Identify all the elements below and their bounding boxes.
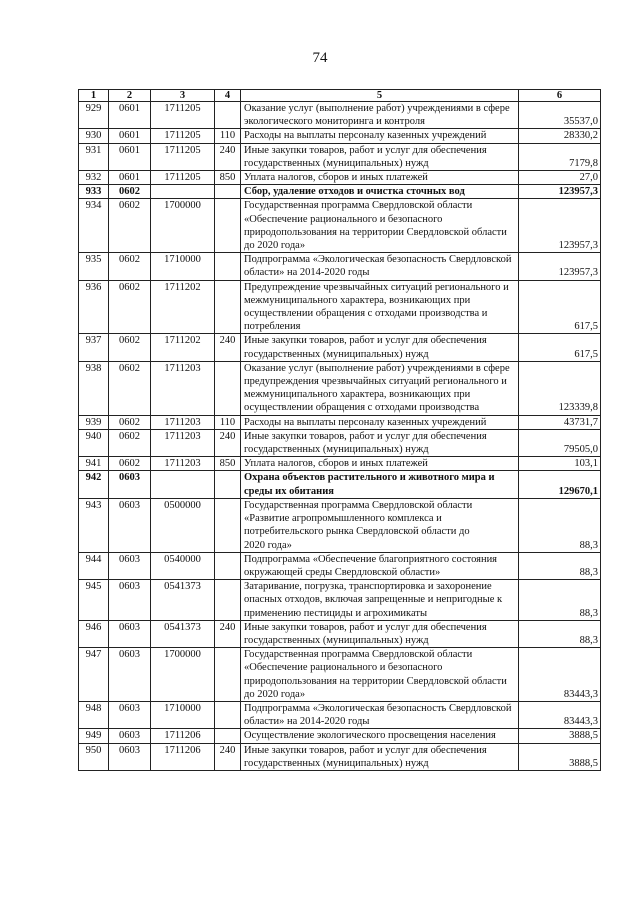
description-line: Сбор, удаление отходов и очистка сточных вод bbox=[244, 186, 465, 198]
description-line: Иные закупки товаров, работ и услуг для обеспечения bbox=[244, 744, 487, 756]
table-row bbox=[79, 102, 601, 129]
row-number-cell: 929 bbox=[79, 102, 109, 129]
row-number-cell: 931 bbox=[79, 143, 109, 170]
description-cell bbox=[241, 415, 519, 429]
amount-cell: 35537,0 bbox=[519, 102, 601, 129]
description-cell bbox=[241, 171, 519, 185]
expense-type-cell: 240 bbox=[215, 143, 241, 170]
table-row bbox=[79, 334, 601, 361]
amount-cell: 88,3 bbox=[519, 580, 601, 621]
expense-type-cell bbox=[215, 199, 241, 253]
table-row bbox=[79, 143, 601, 170]
table-row bbox=[79, 280, 601, 334]
amount-cell: 123957,3 bbox=[519, 253, 601, 280]
description-cell bbox=[241, 102, 519, 129]
row-number-cell: 941 bbox=[79, 457, 109, 471]
section-code-cell: 0603 bbox=[109, 648, 151, 702]
target-code-cell bbox=[151, 471, 215, 498]
column-header: 1 bbox=[79, 90, 109, 102]
description-cell bbox=[241, 361, 519, 415]
expense-type-cell bbox=[215, 580, 241, 621]
expense-type-cell: 850 bbox=[215, 171, 241, 185]
description-cell bbox=[241, 253, 519, 280]
section-code-cell: 0603 bbox=[109, 620, 151, 647]
description-line: Расходы на выплаты персоналу казенных учреждений bbox=[244, 416, 487, 428]
table-row bbox=[79, 498, 601, 552]
amount-cell: 79505,0 bbox=[519, 429, 601, 456]
table-row bbox=[79, 253, 601, 280]
section-code-cell: 0603 bbox=[109, 580, 151, 621]
section-code-cell: 0601 bbox=[109, 102, 151, 129]
expense-type-cell: 240 bbox=[215, 429, 241, 456]
target-code-cell: 1711205 bbox=[151, 129, 215, 143]
description-line: Затаривание, погрузка, транспортировка и захоронение bbox=[244, 581, 492, 593]
amount-cell: 88,3 bbox=[519, 620, 601, 647]
section-code-cell: 0602 bbox=[109, 253, 151, 280]
amount-cell: 88,3 bbox=[519, 552, 601, 579]
amount-cell: 3888,5 bbox=[519, 729, 601, 743]
description-line: Иные закупки товаров, работ и услуг для обеспечения bbox=[244, 430, 487, 442]
description-cell bbox=[241, 552, 519, 579]
table-row bbox=[79, 729, 601, 743]
description-cell bbox=[241, 185, 519, 199]
table-row bbox=[79, 185, 601, 199]
description-line: области» на 2014-2020 годы bbox=[244, 716, 370, 728]
description-line: потребительского рынка Свердловской области до bbox=[244, 526, 470, 538]
description-line: Оказание услуг (выполнение работ) учреждениями в сфере bbox=[244, 103, 510, 114]
expense-type-cell: 110 bbox=[215, 415, 241, 429]
description-line: до 2020 года» bbox=[244, 688, 306, 700]
target-code-cell: 1711205 bbox=[151, 143, 215, 170]
column-header: 4 bbox=[215, 90, 241, 102]
target-code-cell: 1711202 bbox=[151, 334, 215, 361]
description-line: Уплата налогов, сборов и иных платежей bbox=[244, 458, 428, 470]
expense-type-cell bbox=[215, 552, 241, 579]
header-row bbox=[79, 90, 601, 102]
expense-type-cell: 110 bbox=[215, 129, 241, 143]
target-code-cell: 1711205 bbox=[151, 171, 215, 185]
section-code-cell: 0602 bbox=[109, 429, 151, 456]
amount-cell: 617,5 bbox=[519, 280, 601, 334]
description-line: Государственная программа Свердловской области bbox=[244, 649, 473, 661]
expense-type-cell: 850 bbox=[215, 457, 241, 471]
target-code-cell: 0541373 bbox=[151, 580, 215, 621]
row-number-cell: 945 bbox=[79, 580, 109, 621]
target-code-cell: 1711203 bbox=[151, 361, 215, 415]
amount-cell: 88,3 bbox=[519, 498, 601, 552]
column-header: 3 bbox=[151, 90, 215, 102]
column-header: 5 bbox=[241, 90, 519, 102]
description-line: окружающей среды Свердловской области» bbox=[244, 566, 441, 578]
table-row bbox=[79, 171, 601, 185]
description-line: Осуществление экологического просвещения населения bbox=[244, 730, 496, 742]
table-body bbox=[79, 102, 601, 771]
description-cell bbox=[241, 471, 519, 498]
amount-cell: 27,0 bbox=[519, 171, 601, 185]
description-line: природопользования на территории Свердловской области bbox=[244, 226, 507, 238]
target-code-cell: 1700000 bbox=[151, 648, 215, 702]
target-code-cell: 1710000 bbox=[151, 701, 215, 728]
table-row bbox=[79, 129, 601, 143]
description-line: Подпрограмма «Экологическая безопасность Свердловской bbox=[244, 254, 512, 266]
row-number-cell: 947 bbox=[79, 648, 109, 702]
expense-type-cell: 240 bbox=[215, 334, 241, 361]
expense-type-cell bbox=[215, 729, 241, 743]
target-code-cell bbox=[151, 185, 215, 199]
description-line: государственных (муниципальных) нужд bbox=[244, 757, 429, 769]
description-cell bbox=[241, 701, 519, 728]
amount-cell: 123339,8 bbox=[519, 361, 601, 415]
expense-type-cell bbox=[215, 648, 241, 702]
description-line: Предупреждение чрезвычайных ситуаций регионального и bbox=[244, 281, 509, 293]
description-cell bbox=[241, 143, 519, 170]
description-line: государственных (муниципальных) нужд bbox=[244, 634, 429, 646]
page-number: 74 bbox=[312, 50, 328, 66]
row-number-cell: 939 bbox=[79, 415, 109, 429]
section-code-cell: 0603 bbox=[109, 552, 151, 579]
target-code-cell: 1710000 bbox=[151, 253, 215, 280]
amount-cell: 123957,3 bbox=[519, 185, 601, 199]
amount-cell: 28330,2 bbox=[519, 129, 601, 143]
description-cell bbox=[241, 620, 519, 647]
row-number-cell: 930 bbox=[79, 129, 109, 143]
budget-table bbox=[78, 89, 601, 771]
description-cell bbox=[241, 457, 519, 471]
description-line: Государственная программа Свердловской области bbox=[244, 499, 473, 511]
expense-type-cell bbox=[215, 280, 241, 334]
amount-cell: 129670,1 bbox=[519, 471, 601, 498]
expense-type-cell bbox=[215, 185, 241, 199]
target-code-cell: 1711206 bbox=[151, 729, 215, 743]
table-row bbox=[79, 743, 601, 770]
amount-cell: 83443,3 bbox=[519, 701, 601, 728]
section-code-cell: 0601 bbox=[109, 171, 151, 185]
column-header: 6 bbox=[519, 90, 601, 102]
description-cell bbox=[241, 743, 519, 770]
expense-type-cell bbox=[215, 102, 241, 129]
description-line: 2020 года» bbox=[244, 539, 292, 551]
expense-type-cell bbox=[215, 361, 241, 415]
target-code-cell: 1711206 bbox=[151, 743, 215, 770]
target-code-cell: 1711205 bbox=[151, 102, 215, 129]
target-code-cell: 1711202 bbox=[151, 280, 215, 334]
section-code-cell: 0602 bbox=[109, 361, 151, 415]
section-code-cell: 0603 bbox=[109, 743, 151, 770]
row-number-cell: 943 bbox=[79, 498, 109, 552]
description-line: осуществлении обращения с отходами производства bbox=[244, 402, 480, 414]
table-row bbox=[79, 471, 601, 498]
table-row bbox=[79, 620, 601, 647]
row-number-cell: 944 bbox=[79, 552, 109, 579]
section-code-cell: 0603 bbox=[109, 498, 151, 552]
description-line: Иные закупки товаров, работ и услуг для обеспечения bbox=[244, 144, 487, 156]
target-code-cell: 0541373 bbox=[151, 620, 215, 647]
expense-type-cell: 240 bbox=[215, 743, 241, 770]
description-line: государственных (муниципальных) нужд bbox=[244, 157, 429, 169]
row-number-cell: 934 bbox=[79, 199, 109, 253]
description-line: государственных (муниципальных) нужд bbox=[244, 348, 429, 360]
section-code-cell: 0603 bbox=[109, 701, 151, 728]
description-line: «Развитие агропромышленного комплекса и bbox=[244, 513, 442, 525]
description-cell bbox=[241, 280, 519, 334]
description-line: Иные закупки товаров, работ и услуг для обеспечения bbox=[244, 335, 487, 347]
section-code-cell: 0603 bbox=[109, 471, 151, 498]
description-line: Оказание услуг (выполнение работ) учреждениями в сфере bbox=[244, 362, 510, 374]
description-line: Иные закупки товаров, работ и услуг для обеспечения bbox=[244, 621, 487, 633]
description-line: государственных (муниципальных) нужд bbox=[244, 444, 429, 456]
table-row bbox=[79, 580, 601, 621]
section-code-cell: 0603 bbox=[109, 729, 151, 743]
expense-type-cell bbox=[215, 701, 241, 728]
column-header: 2 bbox=[109, 90, 151, 102]
row-number-cell: 932 bbox=[79, 171, 109, 185]
description-line: природопользования на территории Свердловской области bbox=[244, 675, 507, 687]
row-number-cell: 935 bbox=[79, 253, 109, 280]
description-line: Охрана объектов растительного и животного мира и bbox=[244, 472, 495, 484]
description-line: до 2020 года» bbox=[244, 240, 306, 252]
table-row bbox=[79, 361, 601, 415]
target-code-cell: 1711203 bbox=[151, 415, 215, 429]
section-code-cell: 0602 bbox=[109, 185, 151, 199]
description-line: области» на 2014-2020 годы bbox=[244, 267, 370, 279]
description-line: применению пестициды и агрохимикаты bbox=[244, 607, 428, 619]
amount-cell: 7179,8 bbox=[519, 143, 601, 170]
table-row bbox=[79, 429, 601, 456]
row-number-cell: 942 bbox=[79, 471, 109, 498]
description-line: осуществлении обращения с отходами производства и bbox=[244, 308, 488, 320]
description-line: предупреждения чрезвычайных ситуаций регионального и bbox=[244, 376, 507, 388]
description-line: потребления bbox=[244, 321, 301, 333]
table-row bbox=[79, 701, 601, 728]
table-row bbox=[79, 552, 601, 579]
target-code-cell: 1711203 bbox=[151, 429, 215, 456]
target-code-cell: 0540000 bbox=[151, 552, 215, 579]
row-number-cell: 937 bbox=[79, 334, 109, 361]
description-line: экологического мониторинга и контроля bbox=[244, 116, 425, 128]
amount-cell: 103,1 bbox=[519, 457, 601, 471]
description-cell bbox=[241, 199, 519, 253]
target-code-cell: 1711203 bbox=[151, 457, 215, 471]
table-row bbox=[79, 199, 601, 253]
row-number-cell: 940 bbox=[79, 429, 109, 456]
section-code-cell: 0602 bbox=[109, 334, 151, 361]
target-code-cell: 1700000 bbox=[151, 199, 215, 253]
description-cell bbox=[241, 648, 519, 702]
amount-cell: 123957,3 bbox=[519, 199, 601, 253]
expense-type-cell bbox=[215, 471, 241, 498]
description-line: межмуниципального характера, возникающих при bbox=[244, 294, 471, 306]
description-cell bbox=[241, 729, 519, 743]
expense-type-cell bbox=[215, 498, 241, 552]
amount-cell: 617,5 bbox=[519, 334, 601, 361]
row-number-cell: 936 bbox=[79, 280, 109, 334]
row-number-cell: 938 bbox=[79, 361, 109, 415]
amount-cell: 3888,5 bbox=[519, 743, 601, 770]
table-row bbox=[79, 648, 601, 702]
description-line: Уплата налогов, сборов и иных платежей bbox=[244, 172, 428, 184]
table-row bbox=[79, 415, 601, 429]
description-line: Подпрограмма «Экологическая безопасность Свердловской bbox=[244, 702, 512, 714]
row-number-cell: 946 bbox=[79, 620, 109, 647]
section-code-cell: 0602 bbox=[109, 280, 151, 334]
amount-cell: 43731,7 bbox=[519, 415, 601, 429]
amount-cell: 83443,3 bbox=[519, 648, 601, 702]
description-line: среды их обитания bbox=[244, 485, 334, 497]
row-number-cell: 950 bbox=[79, 743, 109, 770]
description-cell bbox=[241, 580, 519, 621]
section-code-cell: 0602 bbox=[109, 415, 151, 429]
table-row bbox=[79, 457, 601, 471]
section-code-cell: 0602 bbox=[109, 457, 151, 471]
description-line: «Обеспечение рационального и безопасного bbox=[244, 662, 443, 674]
row-number-cell: 933 bbox=[79, 185, 109, 199]
expense-type-cell: 240 bbox=[215, 620, 241, 647]
description-line: Государственная программа Свердловской области bbox=[244, 200, 473, 212]
section-code-cell: 0602 bbox=[109, 199, 151, 253]
description-line: Подпрограмма «Обеспечение благоприятного состояния bbox=[244, 553, 498, 565]
description-line: межмуниципального характера, возникающих при bbox=[244, 389, 471, 401]
description-line: «Обеспечение рационального и безопасного bbox=[244, 213, 443, 225]
expense-type-cell bbox=[215, 253, 241, 280]
description-line: опасных отходов, включая запрещенные и непригодные к bbox=[244, 594, 503, 606]
row-number-cell: 948 bbox=[79, 701, 109, 728]
description-cell bbox=[241, 334, 519, 361]
description-cell bbox=[241, 129, 519, 143]
description-cell bbox=[241, 429, 519, 456]
description-cell bbox=[241, 498, 519, 552]
row-number-cell: 949 bbox=[79, 729, 109, 743]
section-code-cell: 0601 bbox=[109, 143, 151, 170]
target-code-cell: 0500000 bbox=[151, 498, 215, 552]
description-line: Расходы на выплаты персоналу казенных учреждений bbox=[244, 130, 487, 142]
section-code-cell: 0601 bbox=[109, 129, 151, 143]
